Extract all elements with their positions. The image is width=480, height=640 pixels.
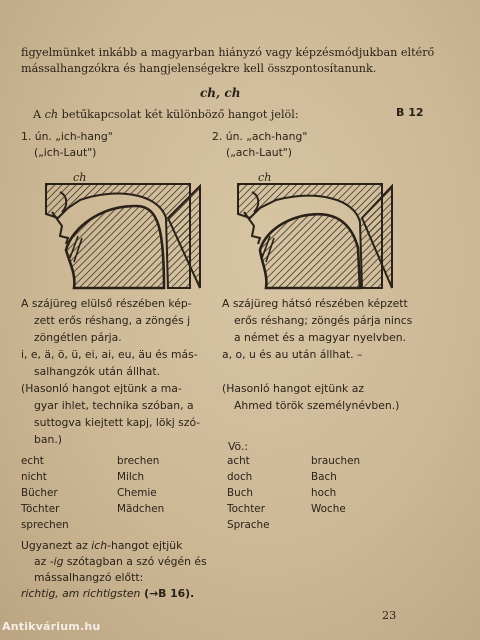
left-desc-6: (Hasonló hangot ejtünk a ma- xyxy=(21,382,182,395)
word-milch: Milch xyxy=(117,471,145,483)
ich-laut-diagram xyxy=(40,178,208,290)
right-figure-label: ch xyxy=(258,171,272,184)
right-desc-4: a, o, u és au után állhat. – xyxy=(222,348,363,361)
right-desc-5: (Hasonló hangot ejtünk az xyxy=(222,382,365,395)
word-sprechen: sprechen xyxy=(21,519,69,531)
word-bach: Bach xyxy=(311,471,337,483)
ach-laut-diagram xyxy=(232,178,400,290)
left-desc-4: i, e, ä, ö, ü, ei, ai, eu, äu és más- xyxy=(21,348,198,361)
word-maedchen: Mädchen xyxy=(117,503,165,515)
word-brechen: brechen xyxy=(117,455,160,467)
left-figure-label: ch xyxy=(73,171,87,184)
word-chemie: Chemie xyxy=(117,487,157,499)
right-subtitle: („ach-Laut") xyxy=(226,146,292,159)
word-buch: Buch xyxy=(227,487,254,499)
compare-label: Vö.: xyxy=(228,440,249,453)
page-number: 23 xyxy=(382,609,397,622)
right-desc-1: A szájüreg hátsó részében képzett xyxy=(222,297,408,310)
right-title: 2. ún. „ach-hang" xyxy=(212,130,308,143)
right-desc-2: erős réshang; zöngés párja nincs xyxy=(234,314,413,327)
left-desc-9: ban.) xyxy=(34,433,62,446)
left-desc-1: A szájüreg elülső részében kép- xyxy=(21,297,192,310)
word-sprache: Sprache xyxy=(227,519,270,531)
word-woche: Woche xyxy=(311,503,346,515)
note-line-1: Ugyanezt az ich-hangot ejtjük xyxy=(21,539,183,552)
word-doch: doch xyxy=(227,471,253,483)
left-desc-7: gyar ihlet, technika szóban, a xyxy=(34,399,194,412)
word-brauchen: brauchen xyxy=(311,455,361,467)
word-buecher: Bücher xyxy=(21,487,58,499)
left-title: 1. ún. „ich-hang" xyxy=(21,130,113,143)
word-echt: echt xyxy=(21,455,44,467)
left-desc-2: zett erős réshang, a zöngés j xyxy=(34,314,191,327)
watermark: Antikvárium.hu xyxy=(2,620,101,633)
intro-line-1: figyelmünket inkább a magyarban hiányzó vagy képzésmódjukban eltérő xyxy=(21,46,435,59)
word-toechter: Töchter xyxy=(21,503,60,515)
left-desc-8: suttogva kiejtett kapj, lökj szó- xyxy=(34,416,201,429)
left-subtitle: („ich-Laut") xyxy=(34,146,97,159)
intro-line-2: mássalhangzókra és hangjelenségekre kell összpontosítanunk. xyxy=(21,62,377,75)
note-line-3: mássalhangzó előtt: xyxy=(34,571,144,584)
note-line-2: az -ig szótagban a szó végén és xyxy=(34,555,207,568)
left-desc-3: zöngétlen párja. xyxy=(34,331,122,344)
note-line-4: richtig, am richtigsten (→B 16). xyxy=(21,587,195,600)
section-marker: B 12 xyxy=(396,106,424,119)
lead-line: A ch betűkapcsolat két különböző hangot jelöl: xyxy=(33,108,299,121)
word-nicht: nicht xyxy=(21,471,47,483)
word-tochter: Tochter xyxy=(227,503,265,515)
word-acht: acht xyxy=(227,455,250,467)
word-hoch: hoch xyxy=(311,487,337,499)
section-heading: ch, ch xyxy=(200,86,241,100)
right-desc-3: a német és a magyar nyelvben. xyxy=(234,331,407,344)
right-desc-6: Ahmed török személynévben.) xyxy=(234,399,400,412)
left-desc-5: salhangzók után állhat. xyxy=(34,365,161,378)
